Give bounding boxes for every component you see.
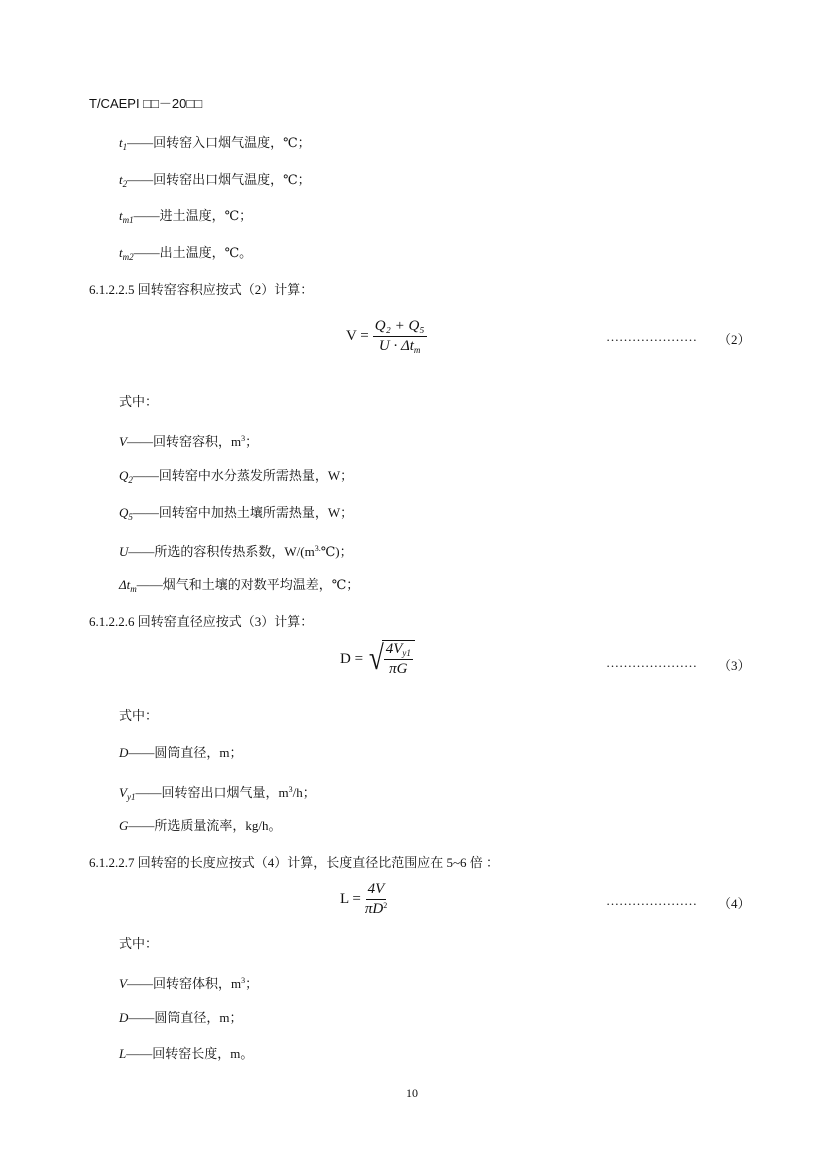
- definition-text: ——回转窑长度，m。: [126, 1046, 254, 1061]
- symbol: t: [119, 245, 123, 260]
- denominator-text: U · Δt: [378, 338, 414, 354]
- definition-text: ——所选的容积传热系数，W/(m: [128, 544, 315, 559]
- definition-Q5: [119, 505, 353, 525]
- equation-number: （2）: [718, 332, 751, 347]
- equation-3: [340, 640, 415, 678]
- symbol: L: [119, 1046, 127, 1061]
- definition-U: [119, 541, 353, 560]
- symbol: D: [119, 1010, 129, 1025]
- definition-t2: [119, 172, 311, 192]
- symbol: U: [119, 544, 129, 559]
- document-header: T/CAEPI □□－20□□: [89, 96, 203, 111]
- definition-G: [119, 818, 282, 834]
- definition-text: ——烟气和土壤的对数平均温差，℃；: [136, 577, 360, 592]
- definition-tail: ；: [245, 434, 259, 449]
- subscript: 2: [122, 179, 128, 189]
- subscript: 2: [128, 475, 133, 485]
- numerator: [384, 641, 413, 660]
- denominator-text: πD: [364, 901, 384, 917]
- equation-lhs: L =: [340, 891, 361, 907]
- symbol: Q: [119, 505, 129, 520]
- denominator: [365, 900, 387, 918]
- where-label: 式中：: [119, 936, 159, 951]
- definition-tail: /h；: [292, 785, 316, 800]
- definition-text: ——圆筒直径，m；: [128, 1010, 243, 1025]
- definition-text: ——回转窑出口烟气量，m: [135, 785, 289, 800]
- where-label: 式中：: [119, 708, 159, 723]
- definition-text: ——回转窑容积，m: [126, 434, 242, 449]
- definition-delta-tm: [119, 577, 359, 597]
- subscript: m: [130, 584, 137, 594]
- definition-text: ——圆筒直径，m；: [128, 745, 243, 760]
- definition-D: [119, 745, 243, 761]
- subscript: y1: [402, 648, 411, 658]
- subscript: y1: [126, 792, 136, 802]
- superscript: 3: [288, 785, 293, 794]
- definition-V: [119, 431, 258, 450]
- denominator: [379, 337, 421, 355]
- definition-Q2: [119, 468, 353, 488]
- denominator: πG: [389, 661, 408, 677]
- symbol: t: [119, 208, 123, 223]
- equation-number: （3）: [718, 658, 751, 673]
- definition-L: [119, 1046, 253, 1062]
- definition-text: ——回转窑体积，m: [126, 976, 242, 991]
- equation-2: [346, 318, 427, 355]
- section-heading-6-1-2-2-6: 6.1.2.2.6 回转窑直径应按式（3）计算：: [89, 614, 314, 629]
- superscript: 3: [241, 434, 246, 443]
- section-heading-6-1-2-2-5: 6.1.2.2.5 回转窑容积应按式（2）计算：: [89, 282, 314, 297]
- equation-lhs: D =: [340, 650, 364, 667]
- symbol: V: [119, 434, 127, 449]
- symbol: V: [119, 976, 127, 991]
- subscript: m2: [122, 252, 134, 262]
- subscript: m: [413, 345, 421, 355]
- subscript: m1: [122, 215, 134, 225]
- superscript: 2: [383, 901, 388, 910]
- definition-V: [119, 973, 258, 992]
- definition-text: ——回转窑入口烟气温度，℃；: [127, 135, 311, 150]
- superscript: 3.: [314, 544, 321, 553]
- equation-leader-dots: …………………: [606, 893, 697, 908]
- numerator-text: 4V: [385, 641, 403, 657]
- definition-text: ——进土温度，℃；: [133, 208, 253, 223]
- equation-leader-dots: …………………: [606, 655, 697, 670]
- symbol: D: [119, 745, 129, 760]
- definition-D: [119, 1010, 243, 1026]
- numerator: Q₂ + Q₅: [373, 318, 427, 337]
- subscript: 1: [122, 142, 128, 152]
- fraction: [373, 318, 427, 355]
- symbol: t: [119, 135, 123, 150]
- definition-text: ——所选质量流率，kg/h。: [128, 818, 282, 833]
- definition-tail: ℃)；: [320, 544, 353, 559]
- definition-tm2: [119, 245, 252, 265]
- numerator: 4V: [366, 881, 387, 900]
- definition-tm1: [119, 208, 252, 228]
- symbol: Δt: [119, 577, 131, 592]
- symbol: G: [119, 818, 129, 833]
- definition-t1: [119, 135, 311, 155]
- subscript: 5: [128, 512, 133, 522]
- square-root: [367, 640, 415, 678]
- superscript: 3: [241, 976, 246, 985]
- page-number: 10: [406, 1086, 418, 1100]
- equation-4: [340, 881, 387, 918]
- fraction: [382, 640, 415, 678]
- equation-leader-dots: …………………: [606, 329, 697, 344]
- equation-lhs: V =: [346, 328, 369, 344]
- definition-tail: ；: [245, 976, 259, 991]
- symbol: V: [119, 785, 127, 800]
- equation-number: （4）: [718, 896, 751, 911]
- section-heading-6-1-2-2-7: 6.1.2.2.7 回转窑的长度应按式（4）计算，长度直径比范围应在 5~6 倍 ：: [89, 855, 500, 870]
- symbol: Q: [119, 468, 129, 483]
- symbol: t: [119, 172, 123, 187]
- definition-text: ——回转窑中加热土壤所需热量，W；: [132, 505, 354, 520]
- definition-Vy1: [119, 782, 316, 805]
- definition-text: ——回转窑中水分蒸发所需热量，W；: [132, 468, 354, 483]
- fraction: [365, 881, 387, 918]
- radical-sign-icon: √: [368, 640, 384, 677]
- definition-text: ——出土温度，℃。: [133, 245, 253, 260]
- definition-text: ——回转窑出口烟气温度，℃；: [127, 172, 311, 187]
- where-label: 式中：: [119, 394, 159, 409]
